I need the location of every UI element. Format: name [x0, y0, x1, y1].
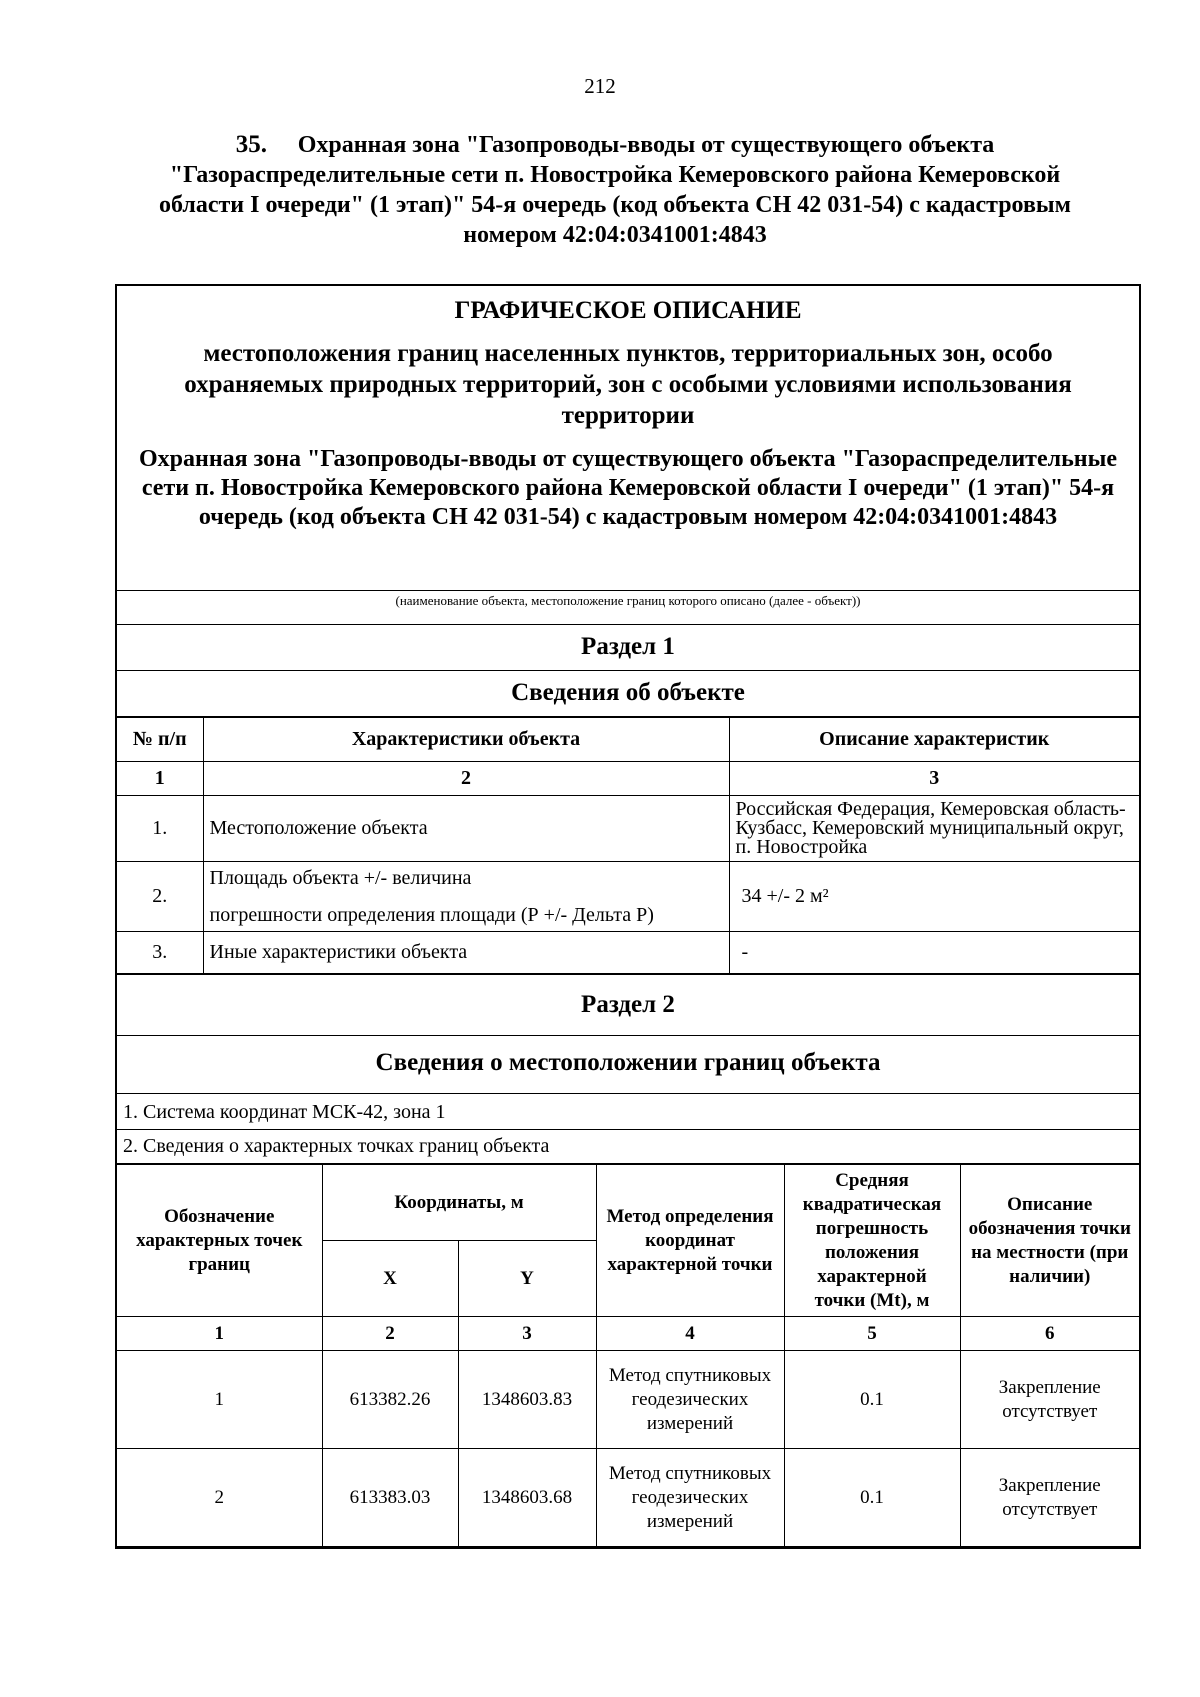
column-header: Описание характеристик	[729, 718, 1139, 762]
column-number: 3	[458, 1317, 596, 1351]
characteristic-name: Иные характеристики объекта	[203, 932, 729, 974]
column-number: 2	[203, 762, 729, 796]
page-number: 212	[584, 74, 616, 98]
object-info-table	[117, 717, 1139, 974]
table-header-row	[117, 718, 1139, 762]
coordinates-header: Координаты, м	[322, 1165, 596, 1241]
column-number: 1	[117, 762, 203, 796]
point-mt: 0.1	[784, 1449, 960, 1547]
row-number: 2.	[117, 862, 203, 932]
object-name: Охранная зона "Газопроводы-вводы от существующего объекта "Газораспределительные сети п. Новостройка Кемеровского района Кемеровской области I очереди" (1 этап)" 54-я очередь (код объекта СН 42 031-54) с кадастровым номером 42:04:0341001:4843	[139, 446, 1117, 530]
column-number: 1	[117, 1317, 322, 1351]
form-title: ГРАФИЧЕСКОЕ ОПИСАНИЕ	[454, 297, 802, 324]
row-number: 1.	[117, 796, 203, 862]
point-y: 1348603.83	[458, 1351, 596, 1449]
characteristic-value: -	[729, 932, 1139, 974]
table-row	[117, 796, 1139, 862]
column-number: 2	[322, 1317, 458, 1351]
column-number: 6	[960, 1317, 1139, 1351]
boundary-points-table	[117, 1164, 1139, 1547]
characteristic-name: Местоположение объекта	[203, 796, 729, 862]
column-header: № п/п	[117, 718, 203, 762]
object-note: (наименование объекта, местоположение границ которого описано (далее - объект))	[117, 591, 1139, 625]
point-x: 613383.03	[322, 1449, 458, 1547]
y-header: Y	[458, 1241, 596, 1317]
graphic-description-form	[115, 284, 1141, 1549]
point-mt: 0.1	[784, 1351, 960, 1449]
column-header: Характеристики объекта	[203, 718, 729, 762]
heading-number: 35.	[235, 131, 267, 158]
form-subtitle: местоположения границ населенных пунктов, территориальных зон, особо охраняемых природных территорий, зон с особыми условиями использования территории	[184, 340, 1072, 429]
column-number-row	[117, 762, 1139, 796]
heading-text: Охранная зона "Газопроводы-вводы от существующего объекта "Газораспределительные сети п. Новостройка Кемеровского района Кемеровской области I очереди" (1 этап)" 54-я очередь (код объекта СН 42 031-54) с кадастровым номером 42:04:0341001:4843	[158, 132, 1072, 248]
table-row	[117, 1351, 1139, 1449]
point-id: 1	[117, 1351, 322, 1449]
section1-title: Раздел 1	[117, 625, 1139, 671]
document-heading	[130, 130, 1100, 250]
point-description: Закрепление отсутствует	[960, 1351, 1139, 1449]
coordinate-system: 1. Система координат МСК-42, зона 1	[117, 1094, 1139, 1130]
point-y: 1348603.68	[458, 1449, 596, 1547]
table-row	[117, 862, 1139, 932]
x-header: X	[322, 1241, 458, 1317]
point-id: 2	[117, 1449, 322, 1547]
error-header: Средняя квадратическая погрешность положения характерной точки (Mt), м	[784, 1165, 960, 1317]
characteristic-name	[203, 862, 729, 932]
description-header: Описание обозначения точки на местности (при наличии)	[960, 1165, 1139, 1317]
column-number-row	[117, 1317, 1139, 1351]
row-number: 3.	[117, 932, 203, 974]
characteristic-name-line: погрешности определения площади (Р +/- Дельта Р)	[209, 903, 654, 926]
point-x: 613382.26	[322, 1351, 458, 1449]
column-number: 3	[729, 762, 1139, 796]
point-method: Метод спутниковых геодезических измерений	[596, 1351, 784, 1449]
column-number: 4	[596, 1317, 784, 1351]
table-row	[117, 932, 1139, 974]
method-header: Метод определения координат характерной точки	[596, 1165, 784, 1317]
section2-title: Раздел 2	[117, 974, 1139, 1036]
characteristic-value: 34 +/- 2 м²	[729, 862, 1139, 932]
point-method: Метод спутниковых геодезических измерений	[596, 1449, 784, 1547]
column-number: 5	[784, 1317, 960, 1351]
characteristic-name-line: Площадь объекта +/- величина	[209, 866, 472, 889]
points-caption: 2. Сведения о характерных точках границ объекта	[117, 1130, 1139, 1164]
table-header-row	[117, 1165, 1139, 1241]
table-row	[117, 1449, 1139, 1547]
form-header	[117, 286, 1139, 591]
characteristic-value: Российская Федерация, Кемеровская область-Кузбасс, Кемеровский муниципальный округ, п. Новостройка	[729, 796, 1139, 862]
designation-header: Обозначение характерных точек границ	[117, 1165, 322, 1317]
section1-subtitle: Сведения об объекте	[117, 671, 1139, 717]
point-description: Закрепление отсутствует	[960, 1449, 1139, 1547]
section2-subtitle: Сведения о местоположении границ объекта	[117, 1036, 1139, 1094]
